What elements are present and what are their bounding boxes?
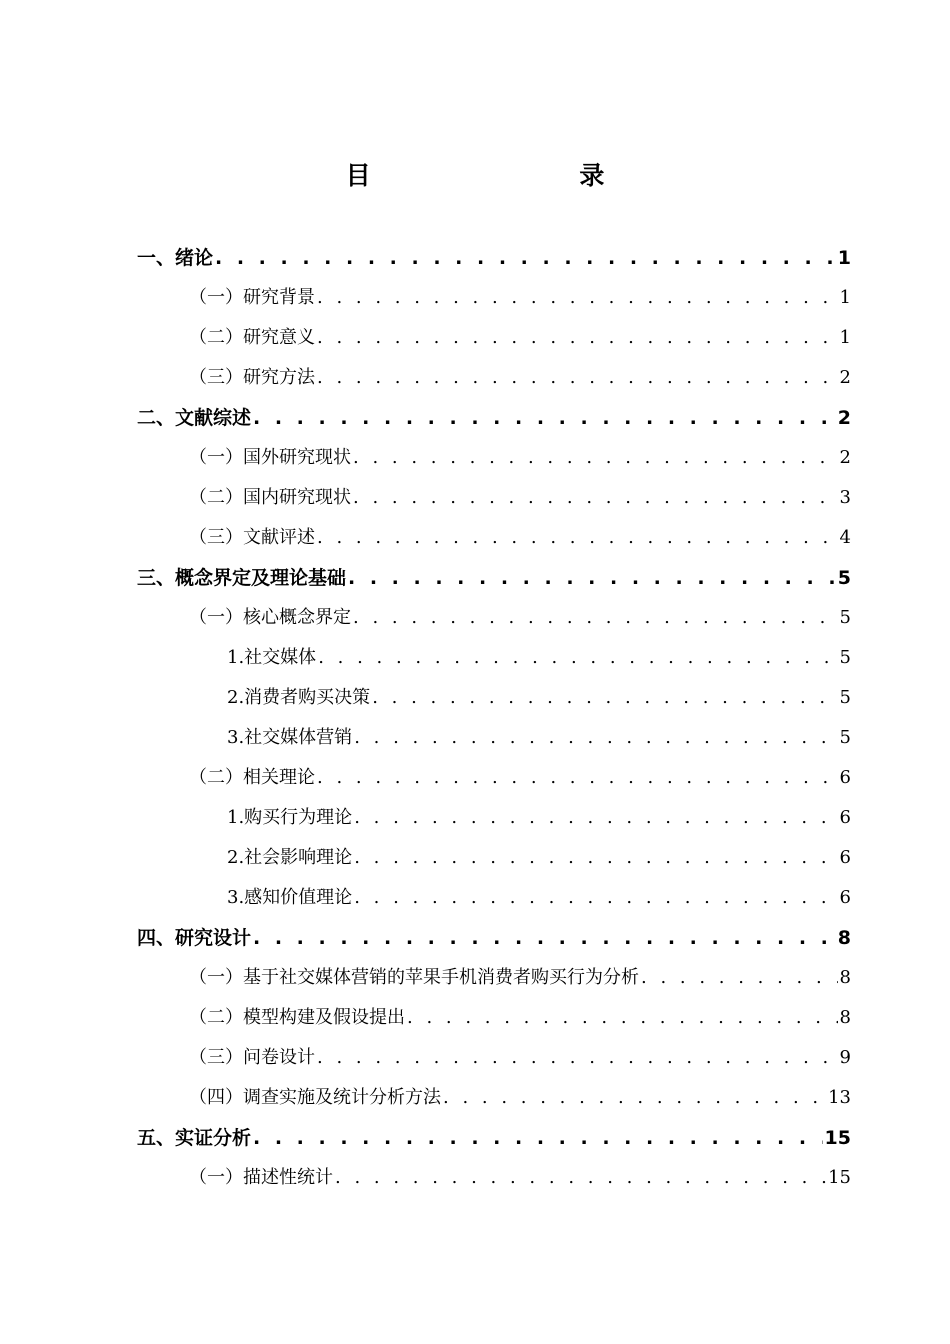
toc-entry-label: （二）模型构建及假设提出 (189, 1007, 405, 1028)
dot-leader (641, 958, 838, 998)
toc-entry-label: 一、绪论 (137, 247, 214, 269)
toc-entry-label: （三）研究方法 (189, 367, 315, 388)
dot-leader (317, 758, 838, 798)
toc-entry[interactable] (137, 518, 851, 558)
dot-leader (317, 1038, 838, 1078)
toc-entry-label: 四、研究设计 (137, 927, 252, 949)
toc-entry[interactable] (137, 278, 851, 318)
toc-entry-page: 6 (839, 847, 851, 868)
dot-leader (253, 918, 836, 958)
toc-entry-page: 1 (837, 247, 851, 269)
dot-leader (253, 1118, 823, 1158)
dot-leader (372, 678, 837, 718)
toc-entry[interactable] (137, 998, 851, 1038)
toc-entry[interactable] (137, 798, 851, 838)
table-of-contents (137, 238, 851, 1198)
toc-entry[interactable] (137, 718, 851, 758)
dot-leader (317, 518, 838, 558)
toc-entry-label: （二）相关理论 (189, 767, 315, 788)
toc-entry-page: 2 (837, 407, 851, 429)
toc-entry-page: 1 (839, 327, 851, 348)
dot-leader (335, 1158, 826, 1198)
toc-entry[interactable] (137, 758, 851, 798)
toc-entry-page: 2 (839, 447, 851, 468)
dot-leader (354, 718, 837, 758)
toc-entry-label: （一）研究背景 (189, 287, 315, 308)
dot-leader (317, 358, 838, 398)
toc-entry-label: 五、实证分析 (137, 1127, 252, 1149)
toc-entry-page: 2 (839, 367, 851, 388)
toc-entry[interactable] (137, 438, 851, 478)
toc-entry-page: 9 (839, 1047, 851, 1068)
toc-entry[interactable] (137, 1038, 851, 1078)
toc-entry-label: 二、文献综述 (137, 407, 252, 429)
toc-entry-label: （一）描述性统计 (189, 1167, 333, 1188)
toc-entry-label: 2.消费者购买决策 (227, 687, 371, 708)
toc-entry[interactable] (137, 398, 851, 438)
dot-leader (407, 998, 838, 1038)
dot-leader (348, 558, 836, 598)
toc-entry-page: 6 (839, 807, 851, 828)
toc-entry-label: （三）问卷设计 (189, 1047, 315, 1068)
toc-entry-page: 1 (839, 287, 851, 308)
toc-entry-page: 6 (839, 767, 851, 788)
toc-entry-label: 三、概念界定及理论基础 (137, 567, 347, 589)
dot-leader (318, 638, 837, 678)
toc-entry-label: （一）核心概念界定 (189, 607, 351, 628)
toc-entry-page: 8 (837, 927, 851, 949)
toc-entry[interactable] (137, 638, 851, 678)
toc-entry-page: 15 (828, 1167, 851, 1188)
toc-entry-label: （二）国内研究现状 (189, 487, 351, 508)
toc-entry[interactable] (137, 1118, 851, 1158)
dot-leader (353, 598, 838, 638)
dot-leader (354, 878, 837, 918)
toc-title: 目 录 (345, 161, 705, 190)
toc-entry[interactable] (137, 238, 851, 278)
toc-entry[interactable] (137, 358, 851, 398)
toc-entry[interactable] (137, 878, 851, 918)
toc-entry-label: （四）调查实施及统计分析方法 (189, 1087, 441, 1108)
toc-entry[interactable] (137, 318, 851, 358)
toc-entry-label: 1.购买行为理论 (227, 807, 353, 828)
dot-leader (253, 398, 836, 438)
toc-entry-page: 13 (828, 1087, 851, 1108)
dot-leader (353, 438, 838, 478)
toc-entry-page: 5 (839, 647, 851, 668)
dot-leader (215, 238, 836, 278)
dot-leader (317, 318, 838, 358)
toc-entry-page: 15 (824, 1127, 851, 1149)
dot-leader (443, 1078, 826, 1118)
toc-entry-label: 1.社交媒体 (227, 647, 317, 668)
toc-entry-page: 8 (839, 1007, 851, 1028)
toc-entry-page: 3 (839, 487, 851, 508)
toc-entry[interactable] (137, 1078, 851, 1118)
toc-entry[interactable] (137, 598, 851, 638)
toc-entry-label: 3.感知价值理论 (227, 887, 353, 908)
toc-entry-page: 4 (839, 527, 851, 548)
dot-leader (354, 798, 837, 838)
toc-entry[interactable] (137, 1158, 851, 1198)
toc-entry[interactable] (137, 478, 851, 518)
toc-entry-label: （三）文献评述 (189, 527, 315, 548)
dot-leader (353, 478, 838, 518)
toc-entry-label: （一）基于社交媒体营销的苹果手机消费者购买行为分析 (189, 967, 639, 988)
toc-entry[interactable] (137, 958, 851, 998)
toc-entry[interactable] (137, 678, 851, 718)
dot-leader (317, 278, 838, 318)
toc-entry[interactable] (137, 838, 851, 878)
toc-entry-page: 8 (839, 967, 851, 988)
toc-entry[interactable] (137, 918, 851, 958)
toc-entry-page: 6 (839, 887, 851, 908)
toc-entry-label: 3.社交媒体营销 (227, 727, 353, 748)
toc-entry-label: （二）研究意义 (189, 327, 315, 348)
toc-entry-page: 5 (839, 607, 851, 628)
toc-entry-label: 2.社会影响理论 (227, 847, 353, 868)
toc-entry-page: 5 (837, 567, 851, 589)
toc-entry-label: （一）国外研究现状 (189, 447, 351, 468)
dot-leader (354, 838, 837, 878)
toc-entry-page: 5 (839, 687, 851, 708)
toc-entry[interactable] (137, 558, 851, 598)
toc-entry-page: 5 (839, 727, 851, 748)
